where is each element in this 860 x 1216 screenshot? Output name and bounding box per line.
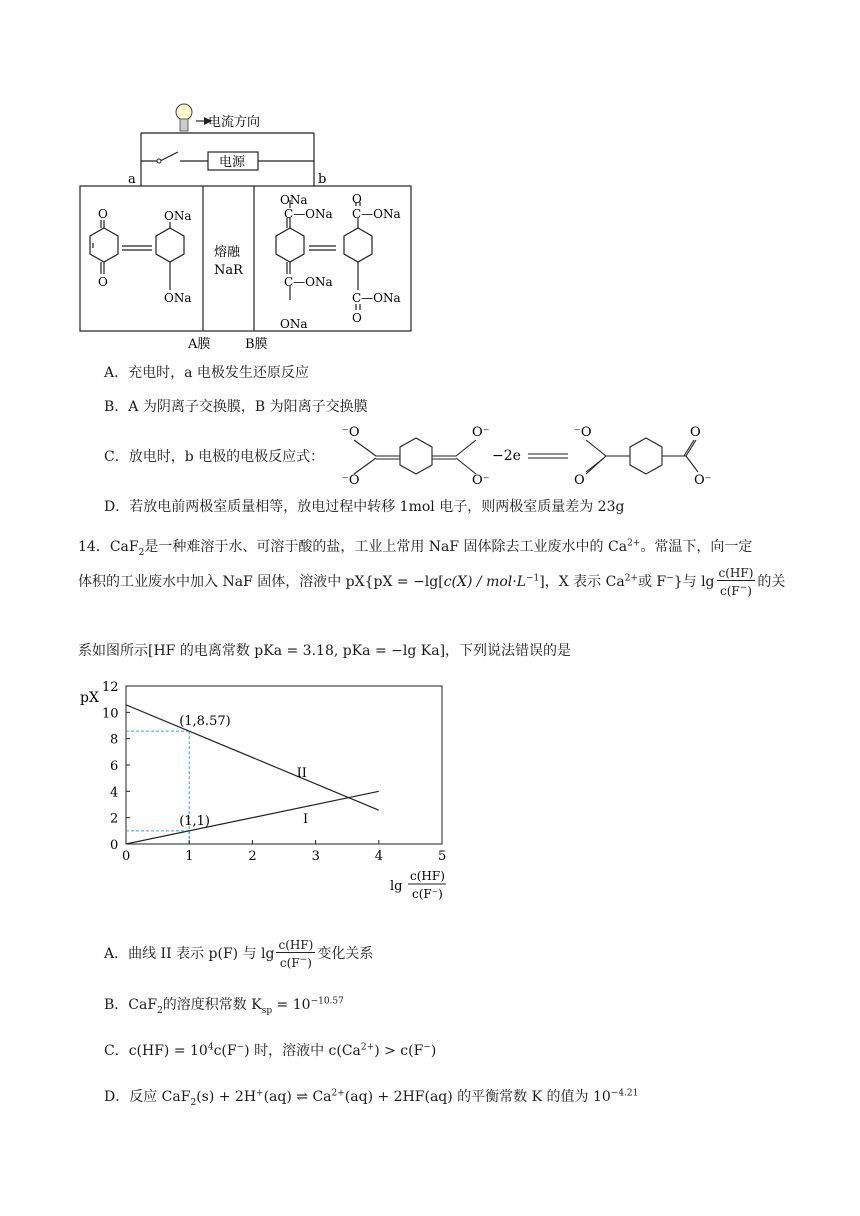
svg-text:⁻O: ⁻O <box>574 425 592 440</box>
q14-number: 14． <box>78 539 110 555</box>
svg-text:O: O <box>690 425 701 440</box>
x-tick-label: 3 <box>311 849 320 864</box>
q14-option-c: C．$c(HF) = 10^4c(F^-)$ 时，溶液中 $c(Ca^{2+}) > c(F^-)$ <box>104 1042 437 1059</box>
right2-c-ona-top: C—ONa <box>352 207 401 221</box>
y-tick-label: 8 <box>110 732 119 748</box>
svg-text:⁻O: ⁻O <box>342 473 360 486</box>
q13-option-a: A．充电时，a 电极发生还原反应 <box>104 365 309 381</box>
series-lines <box>126 705 379 844</box>
svg-text:c(F⁻): c(F⁻) <box>412 887 443 901</box>
left-o-bottom: O <box>98 275 108 289</box>
q13-option-c: C．放电时，b 电极的电极反应式： <box>104 449 325 465</box>
left-ona-top: ONa <box>164 209 192 223</box>
svg-text:O⁻: O⁻ <box>694 473 712 486</box>
annotation-label: (1,8.57) <box>179 714 231 730</box>
x-tick-label: 0 <box>122 849 131 864</box>
right2-c-ona-bottom: C—ONa <box>352 291 401 305</box>
discharge-equation <box>336 418 716 486</box>
left-o-top: O <box>98 207 108 221</box>
q13-option-d: D．若放电前两极室质量相等，放电过程中转移 1mol 电子，则两极室质量差为 23g <box>104 499 625 515</box>
q13-option-b: B．A 为阴离子交换膜，B 为阳离子交换膜 <box>104 399 368 415</box>
y-tick-label: 0 <box>110 838 119 853</box>
q14-line3: 系如图所示[HF 的电离常数 pKa = 3.18, pKa = −lg Ka]，下列说法错误的是 <box>78 643 572 659</box>
right2-o-top: O <box>352 192 362 206</box>
x-tick-label: 5 <box>438 849 447 864</box>
x-tick-label: 4 <box>374 849 384 864</box>
svg-text:O⁻: O⁻ <box>472 473 490 486</box>
y-tick-label: 2 <box>110 811 119 827</box>
series-label-I: I <box>302 811 309 827</box>
x-axis-label <box>390 869 446 901</box>
svg-text:O⁻: O⁻ <box>472 425 490 440</box>
q14-option-a: A．曲线 II 表示 p(F) 与 lg $\frac{c(HF)}{c(F^-)}$ 变化关系 <box>104 938 374 970</box>
plot-frame <box>126 686 442 844</box>
electrolyte-label-1: 熔融 <box>214 245 241 260</box>
right-ona-bottom: ONa <box>280 317 308 331</box>
right-ona-top: ONa <box>280 193 308 207</box>
current-direction-label: 电流方向 <box>208 115 261 130</box>
light-bulb-icon <box>176 104 192 131</box>
right-c-ona-bottom: C—ONa <box>284 275 333 289</box>
q14-line2: 体积的工业废水中加入 NaF 固体，溶液中 $pX\{pX = -\lg[c(X) / mol\cdot L^{-1}]$，X 表示 $Ca^{2+}$或 F−}与 lg $\frac{c(HF)}{c(F^-)}$ 的关 <box>78 566 786 598</box>
x-tick-label: 1 <box>185 849 194 864</box>
svg-text:O: O <box>574 473 585 486</box>
svg-text:⁻O: ⁻O <box>342 425 360 440</box>
electrode-b-label: b <box>318 172 327 187</box>
power-source-label: 电源 <box>219 155 246 170</box>
series-line-I <box>126 791 379 844</box>
q14-option-d: D．反应 CaF$_2$(s) + 2H+(aq) ⇌ $Ca^{2+}(aq) + 2HF(aq)$ 的平衡常数 K 的值为 $10^{-4.21}$ <box>104 1088 639 1108</box>
electrolyte-label-2: NaR <box>214 263 243 278</box>
y-tick-label: 4 <box>110 785 119 801</box>
right-c-ona-top: C—ONa <box>284 207 333 221</box>
svg-text:c(HF): c(HF) <box>410 869 445 883</box>
q14-line1: 14．CaF$_2$是一种难溶于水、可溶于酸的盐，工业上常用 NaF 固体除去工业废水中的 $Ca^{2+}$。常温下，向一定 <box>78 538 753 558</box>
y-tick-label: 6 <box>110 759 119 774</box>
membrane-b-label: B膜 <box>245 337 268 352</box>
option-a-fraction: $\frac{c(HF)}{c(F^-)}$ <box>278 938 314 970</box>
minus-2e-text: −2e <box>492 448 521 464</box>
axis-ticks <box>102 680 446 864</box>
hf-ratio-fraction: $\frac{c(HF)}{c(F^-)}$ <box>718 566 754 598</box>
left-ona-bottom: ONa <box>164 291 192 305</box>
x-tick-label: 2 <box>248 849 257 864</box>
electrode-a-label: a <box>128 172 136 187</box>
annotation-label: (1,1) <box>179 813 211 829</box>
y-tick-label: 10 <box>102 706 119 722</box>
q14-option-b: B．CaF$_2$的溶度积常数 $K_{sp} = 10^{-10.57}$ <box>104 996 344 1016</box>
series-label-II: II <box>296 765 307 781</box>
y-axis-label: pX <box>80 690 99 706</box>
series-line-II <box>126 705 379 810</box>
y-tick-label: 12 <box>102 680 119 695</box>
px-vs-lg-ratio-chart <box>76 676 466 912</box>
right2-o-bottom: O <box>352 311 362 325</box>
svg-text:lg: lg <box>390 879 403 894</box>
membrane-a-label: A膜 <box>188 337 211 352</box>
electrochemical-device-diagram <box>0 0 860 360</box>
